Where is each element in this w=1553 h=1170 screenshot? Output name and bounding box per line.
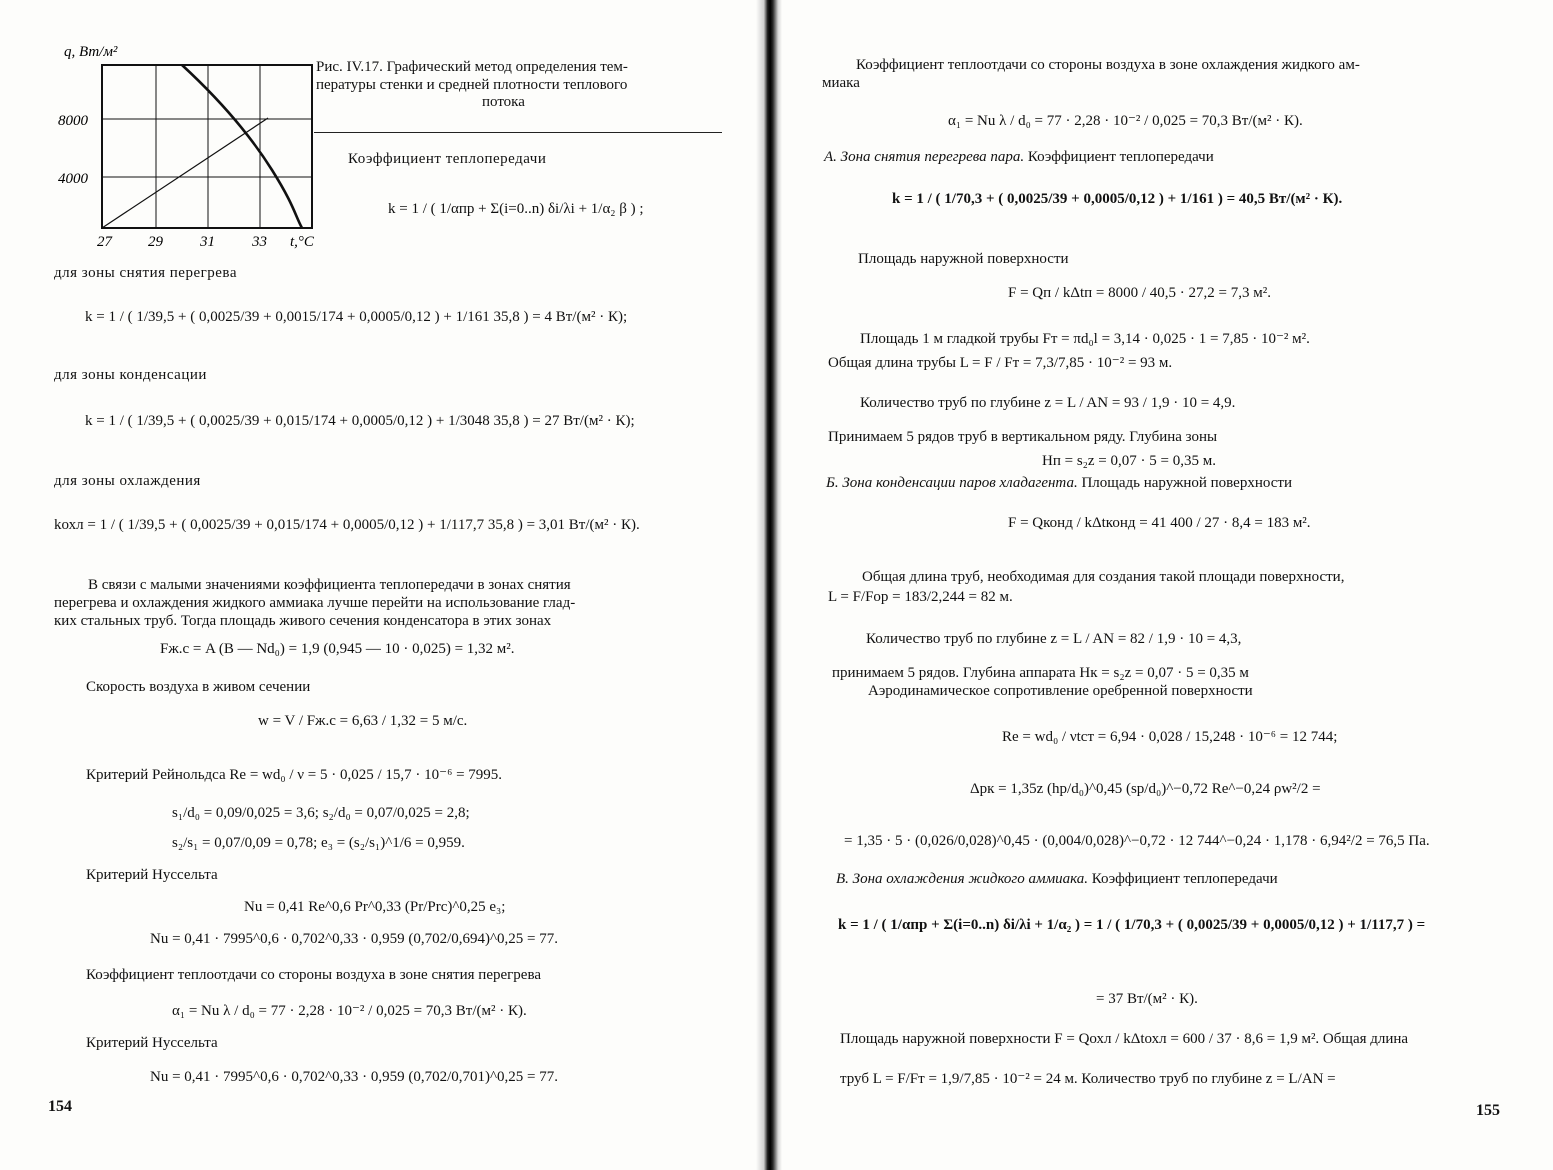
reynolds-formula: Критерий Рейнольдса Re = wd₀ / ν = 5 · 0,025 / 15,7 · 10⁻⁶ = 7995. <box>86 767 503 783</box>
zone-c-heading <box>836 870 1278 888</box>
formula-area-2: F = Qконд / kΔtконд = 41 400 / 27 · 8,4 = 183 м². <box>1008 515 1311 531</box>
pipe-length-line: Общая длина трубы L = F / Fт = 7,3/7,85 · 10⁻² = 93 м. <box>828 355 1173 371</box>
total-length-line-1: Общая длина труб, необходимая для создания такой площади поверхности, <box>862 569 1345 585</box>
page-left <box>0 0 760 1170</box>
zone-a-rest: Коэффициент теплопередачи <box>1024 149 1214 165</box>
formula-k-condensation: k = 1 / ( 1/39,5 + ( 0,0025/39 + 0,015/174 + 0,0005/0,12 ) + 1/3048 35,8 ) = 27 Вт/(м² · К); <box>85 413 635 429</box>
x-tick-29: 29 <box>148 234 163 250</box>
zone-b-rest: Площадь наружной поверхности <box>1077 475 1292 491</box>
zone-b-heading <box>826 474 1292 492</box>
zone-height-formula: Hп = s₂z = 0,07 · 5 = 0,35 м. <box>1042 453 1216 469</box>
alpha-overheat-title: Коэффициент теплоотдачи со стороны воздуха в зоне снятия перегрева <box>86 967 541 983</box>
formula-k-zone-a: k = 1 / ( 1/70,3 + ( 0,0025/39 + 0,0005/0,12 ) + 1/161 ) = 40,5 Вт/(м² · К). <box>892 191 1343 207</box>
ratio-line-1: s₁/d₀ = 0,09/0,025 = 3,6; s₂/d₀ = 0,07/0,025 = 2,8; <box>172 805 470 821</box>
page-number-right: 155 <box>1476 1102 1500 1119</box>
nusselt-title-2: Критерий Нуссельта <box>86 1035 218 1051</box>
zone-overheat-label: для зоны снятия перегрева <box>54 265 237 281</box>
alpha-cooling-formula: α₁ = Nu λ / d₀ = 77 · 2,28 · 10⁻² / 0,025 = 70,3 Вт/(м² · К). <box>948 113 1303 129</box>
y-tick-4000: 4000 <box>58 171 88 187</box>
wall-heat-line <box>102 118 268 228</box>
pipe-count-line-2: Количество труб по глубине z = L / AN = 82 / 1,9 · 10 = 4,3, <box>866 631 1242 647</box>
zone-c-lead: В. Зона охлаждения жидкого аммиака. <box>836 871 1089 887</box>
last-line: труб L = F/Fт = 1,9/7,85 · 10⁻² = 24 м. Количество труб по глубине z = L/AN = <box>840 1071 1336 1087</box>
paragraph-line-3: ких стальных труб. Тогда площадь живого сечения конденсатора в этих зонах <box>54 613 552 629</box>
zone-condensation-label: для зоны конденсации <box>54 367 207 383</box>
formula-area-1: F = Qп / kΔtп = 8000 / 40,5 · 27,2 = 7,3 м². <box>1008 285 1271 301</box>
zone-a-heading <box>824 148 1214 166</box>
zone-c-rest: Коэффициент теплопередачи <box>1088 871 1278 887</box>
air-speed-label: Скорость воздуха в живом сечении <box>86 679 311 695</box>
pipe-count-line: Количество труб по глубине z = L / AN = 93 / 1,9 · 10 = 4,9. <box>860 395 1236 411</box>
nusselt-title: Критерий Нуссельта <box>86 867 218 883</box>
caption-rule <box>314 132 722 133</box>
reynolds-formula-right: Re = wd₀ / νtст = 6,94 · 0,028 / 15,248 · 10⁻⁶ = 12 744; <box>1002 729 1338 745</box>
nusselt-formula-2: Nu = 0,41 · 7995^0,6 · 0,702^0,33 · 0,959 (0,702/0,694)^0,25 = 77. <box>150 931 559 947</box>
temperature-graph <box>50 40 320 260</box>
figure-caption-line-1: Рис. IV.17. Графический метод определения тем- <box>316 59 628 75</box>
ratio-line-2: s₂/s₁ = 0,07/0,09 = 0,78; e₃ = (s₂/s₁)^1/6 = 0,959. <box>172 835 465 851</box>
y-axis-label-q: q, Вт/м² <box>64 44 118 60</box>
paragraph-line-1: В связи с малыми значениями коэффициента теплопередачи в зонах снятия <box>88 577 571 593</box>
formula-free-section: Fж.с = A (B — Nd₀) = 1,9 (0,945 — 10 · 0,025) = 1,32 м². <box>160 641 515 657</box>
figure-caption-line-3: потока <box>482 94 525 110</box>
pressure-drop-line-2: = 1,35 · 5 · (0,026/0,028)^0,45 · (0,004/0,028)^−0,72 · 12 744^−0,24 · 1,178 · 6,94²/2 = 76,5 Па. <box>844 833 1430 849</box>
x-tick-t: t,°C <box>290 234 314 250</box>
alpha-overheat-formula: α₁ = Nu λ / d₀ = 77 · 2,28 · 10⁻² / 0,025 = 70,3 Вт/(м² · К). <box>172 1003 527 1019</box>
air-heat-curve <box>182 65 302 228</box>
page-number-left: 154 <box>48 1098 72 1115</box>
rows-line-2: принимаем 5 рядов. Глубина аппарата Hк = s₂z = 0,07 · 5 = 0,35 м <box>832 665 1249 681</box>
formula-k-zone-c-result: = 37 Вт/(м² · К). <box>1096 991 1198 1007</box>
outer-area-title: Площадь наружной поверхности <box>858 251 1069 267</box>
x-tick-31: 31 <box>200 234 215 250</box>
pressure-drop-line-1: Δpк = 1,35z (hр/d₀)^0,45 (sр/d₀)^−0,72 Re^−0,24 ρw²/2 = <box>970 781 1321 797</box>
formula-k-overheat: k = 1 / ( 1/39,5 + ( 0,0025/39 + 0,0015/174 + 0,0005/0,12 ) + 1/161 35,8 ) = 4 Вт/(м² · К); <box>85 309 628 325</box>
x-tick-33: 33 <box>252 234 267 250</box>
heat-transfer-title: Коэффициент теплопередачи <box>348 151 547 167</box>
zone-b-lead: Б. Зона конденсации паров хладагента. <box>826 475 1078 491</box>
formula-k-zone-c: k = 1 / ( 1/αпр + Σ(i=0..n) δi/λi + 1/α₂ ) = 1 / ( 1/70,3 + ( 0,0025/39 + 0,0005/0,12 ) + 1/117,7 ) = <box>838 917 1426 933</box>
nusselt-formula-3: Nu = 0,41 · 7995^0,6 · 0,702^0,33 · 0,959 (0,702/0,701)^0,25 = 77. <box>150 1069 559 1085</box>
alpha-cooling-title-line-1: Коэффициент теплоотдачи со стороны воздуха в зоне охлаждения жидкого ам- <box>856 57 1360 73</box>
formula-k-cooling: kохл = 1 / ( 1/39,5 + ( 0,0025/39 + 0,015/174 + 0,0005/0,12 ) + 1/117,7 35,8 ) = 3,01 Вт/(м² · К). <box>54 517 640 533</box>
figure-caption-line-2: пературы стенки и средней плотности теплового <box>316 77 628 93</box>
rows-line: Принимаем 5 рядов труб в вертикальном ряду. Глубина зоны <box>828 429 1218 445</box>
pipe-area-line: Площадь 1 м гладкой трубы Fт = πd₀l = 3,14 · 0,025 · 1 = 7,85 · 10⁻² м². <box>860 331 1310 347</box>
x-tick-27: 27 <box>97 234 112 250</box>
book-gutter <box>756 0 782 1170</box>
zone-cooling-label: для зоны охлаждения <box>54 473 201 489</box>
heat-transfer-formula: k = 1 / ( 1/αпр + Σ(i=0..n) δi/λi + 1/α₂ β ) ; <box>388 201 644 217</box>
aero-resistance-title: Аэродинамическое сопротивление оребренной поверхности <box>868 683 1253 699</box>
formula-air-speed: w = V / Fж.с = 6,63 / 1,32 = 5 м/с. <box>258 713 468 729</box>
total-length-line-2: L = F/Fор = 183/2,244 = 82 м. <box>828 589 1013 605</box>
y-tick-8000: 8000 <box>58 113 88 129</box>
alpha-cooling-title-line-2: миака <box>822 75 860 91</box>
area-3-line: Площадь наружной поверхности F = Qохл / kΔtохл = 600 / 37 · 8,6 = 1,9 м². Общая длина <box>840 1031 1409 1047</box>
paragraph-line-2: перегрева и охлаждения жидкого аммиака лучше перейти на использование глад- <box>54 595 576 611</box>
page-right <box>780 0 1553 1170</box>
zone-a-lead: А. Зона снятия перегрева пара. <box>824 149 1025 165</box>
nusselt-formula-1: Nu = 0,41 Re^0,6 Pr^0,33 (Pr/Prс)^0,25 e₃; <box>244 899 506 915</box>
